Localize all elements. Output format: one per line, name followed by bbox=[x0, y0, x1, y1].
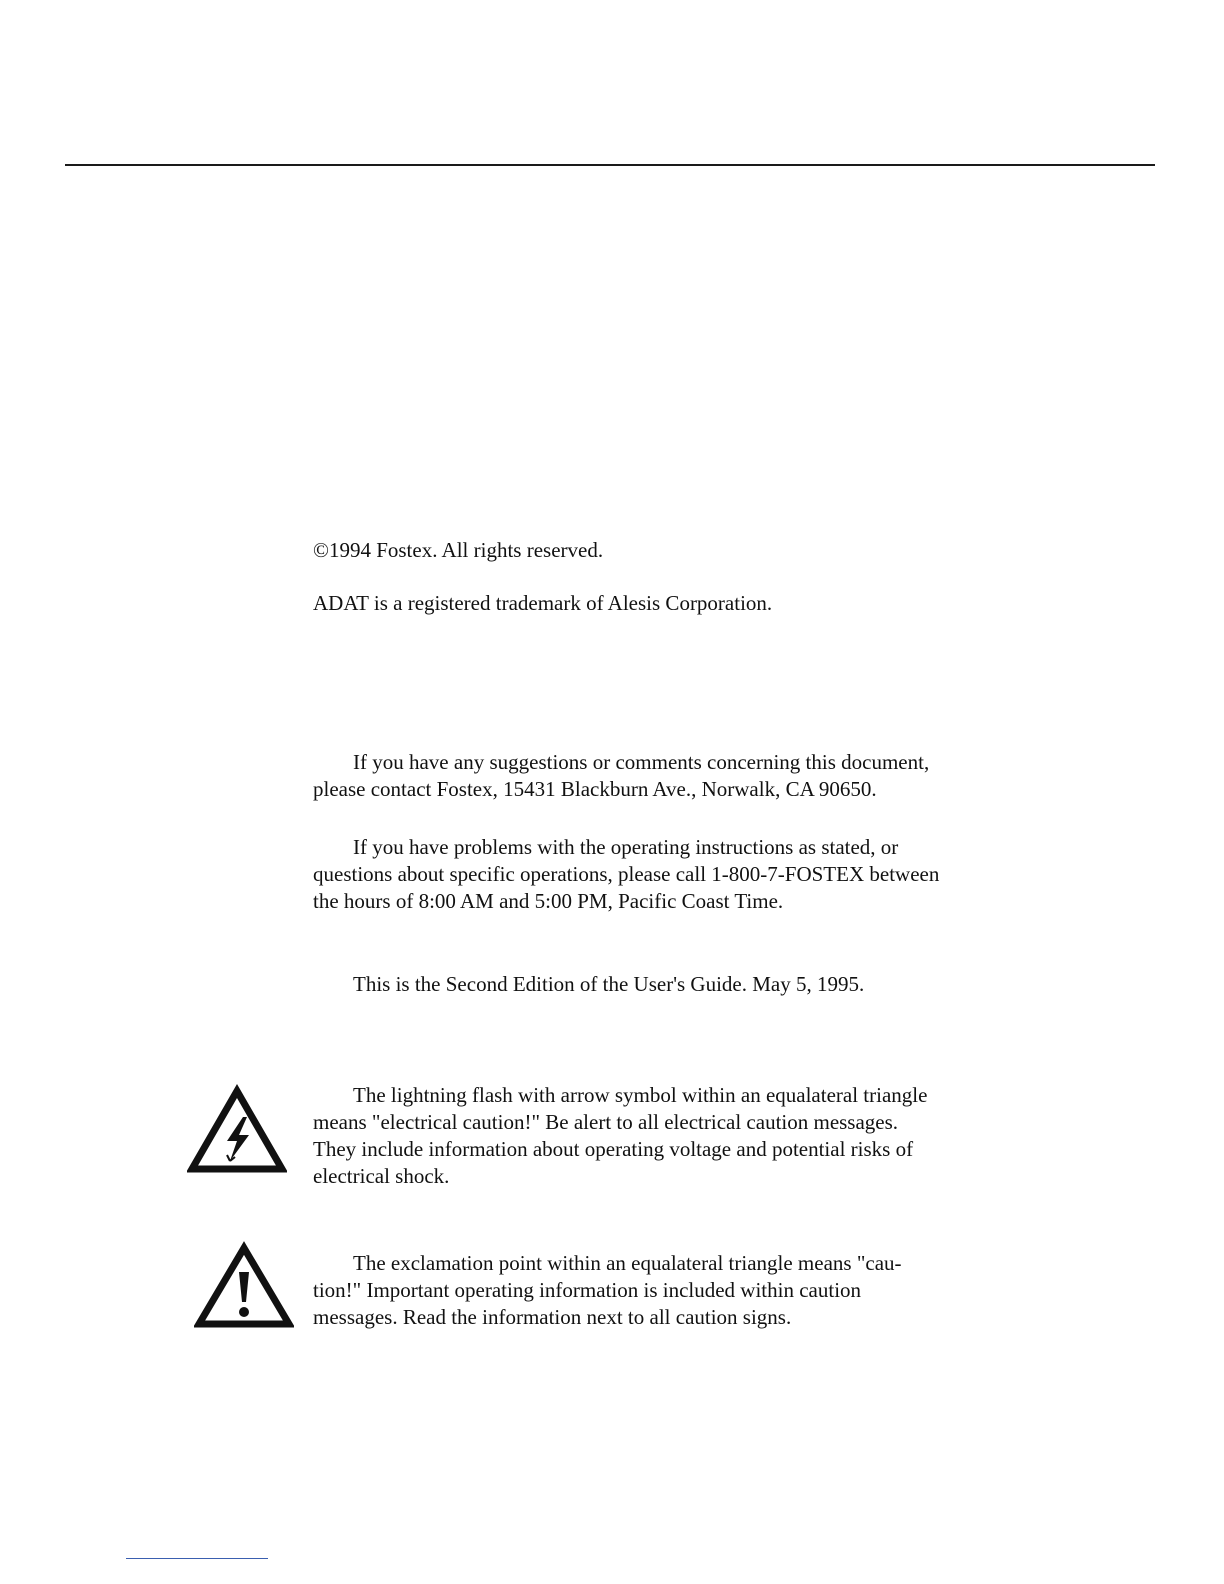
electrical-caution-line: They include information about operating voltage and potential risks of bbox=[313, 1137, 914, 1161]
support-line: If you have problems with the operating instructions as stated, or bbox=[353, 835, 899, 859]
edition-line: This is the Second Edition of the User's Guide. May 5, 1995. bbox=[353, 972, 865, 996]
electrical-caution-line: electrical shock. bbox=[313, 1164, 450, 1188]
general-caution-line: messages. Read the information next to all caution signs. bbox=[313, 1305, 792, 1329]
electrical-caution-paragraph bbox=[313, 1082, 1033, 1190]
trademark-notice: ADAT is a registered trademark of Alesis Corporation. bbox=[313, 591, 773, 615]
contact-line: If you have any suggestions or comments concerning this document, bbox=[353, 750, 930, 774]
general-caution-line: The exclamation point within an equalateral triangle means "cau- bbox=[353, 1251, 902, 1275]
footer-rule bbox=[126, 1558, 268, 1559]
general-caution-paragraph bbox=[313, 1250, 1033, 1331]
electrical-caution-line: The lightning flash with arrow symbol within an equalateral triangle bbox=[353, 1083, 928, 1107]
support-line: the hours of 8:00 AM and 5:00 PM, Pacific Coast Time. bbox=[313, 889, 784, 913]
lightning-warning-icon bbox=[187, 1083, 287, 1173]
contact-paragraph bbox=[313, 749, 1033, 803]
contact-line: please contact Fostex, 15431 Blackburn Ave., Norwalk, CA 90650. bbox=[313, 777, 877, 801]
edition-paragraph bbox=[313, 971, 1033, 998]
header-rule bbox=[65, 164, 1155, 166]
exclamation-warning-icon bbox=[194, 1240, 294, 1330]
electrical-caution-line: means "electrical caution!" Be alert to all electrical caution messages. bbox=[313, 1110, 899, 1134]
support-paragraph bbox=[313, 834, 1033, 915]
copyright-notice: ©1994 Fostex. All rights reserved. bbox=[313, 538, 604, 562]
support-line: questions about specific operations, please call 1-800-7-FOSTEX between bbox=[313, 862, 940, 886]
general-caution-line: tion!" Important operating information is included within caution bbox=[313, 1278, 862, 1302]
